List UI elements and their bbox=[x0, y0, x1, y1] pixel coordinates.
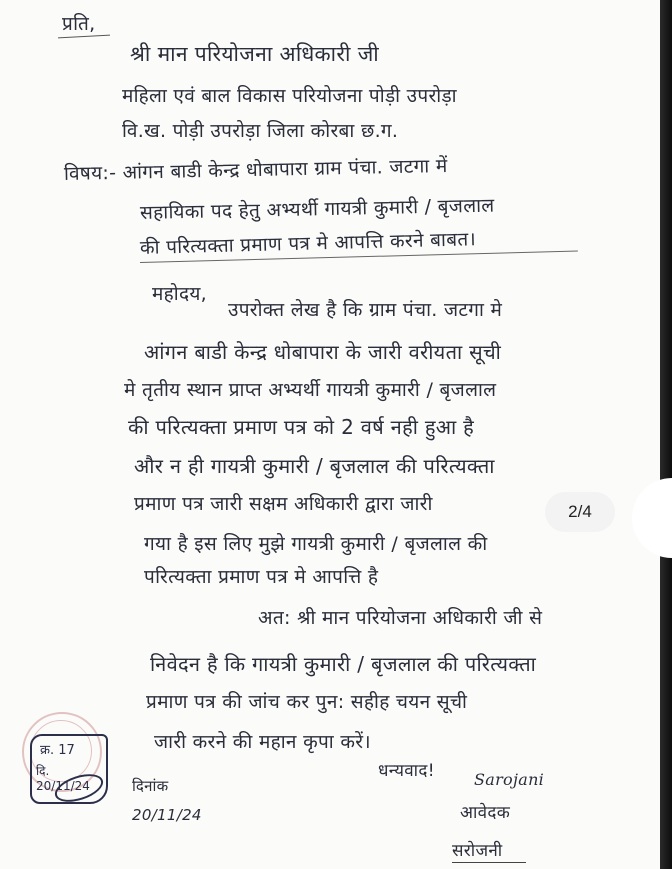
salutation: महोदय, bbox=[152, 283, 208, 305]
body-line-5: और न ही गायत्री कुमारी / बृजलाल की परित्यक्ता bbox=[134, 454, 495, 478]
body-line-1: उपरोक्त लेख है कि ग्राम पंचा. जटगा मे bbox=[228, 299, 503, 321]
receipt-date: दि. 20/11/24 bbox=[36, 764, 90, 793]
page-indicator: 2/4 bbox=[545, 492, 615, 532]
applicant-name: सरोजनी bbox=[452, 841, 503, 861]
signature: Sarojani bbox=[474, 770, 545, 789]
receipt-stamp bbox=[30, 734, 108, 804]
body-line-2: आंगन बाडी केन्द्र धोबापारा के जारी वरीयता सूची bbox=[144, 340, 502, 364]
prati-label: प्रति, bbox=[62, 13, 96, 35]
thanks: धन्यवाद! bbox=[378, 761, 435, 781]
body-line-7: गया है इस लिए मुझे गायत्री कुमारी / बृजलाल की bbox=[144, 533, 488, 555]
subject-line-3: की परित्यक्ता प्रमाण पत्र मे आपत्ति करने बाबत। bbox=[139, 228, 477, 259]
date-value: 20/11/24 bbox=[132, 806, 202, 824]
request-line-1: अत: श्री मान परियोजना अधिकारी जी से bbox=[258, 607, 543, 629]
body-line-8: परित्यक्ता प्रमाण पत्र मे आपत्ति है bbox=[144, 566, 379, 588]
request-line-4: जारी करने की महान कृपा करें। bbox=[154, 731, 371, 753]
dark-border bbox=[660, 0, 672, 869]
addressee-line-1: श्री मान परियोजना अधिकारी जी bbox=[130, 42, 380, 66]
addressee-line-3: वि.ख. पोड़ी उपरोड़ा जिला कोरबा छ.ग. bbox=[122, 120, 399, 142]
body-line-3: मे तृतीय स्थान प्राप्त अभ्यर्थी गायत्री कुमारी / बृजलाल bbox=[124, 379, 497, 401]
date-label: दिनांक bbox=[132, 777, 169, 795]
addressee-line-2: महिला एवं बाल विकास परियोजना पोड़ी उपरोड़ा bbox=[122, 85, 457, 107]
applicant-label: आवेदक bbox=[460, 803, 511, 823]
subject-line-1: विषय:- आंगन बाडी केन्द्र धोबापारा ग्राम पंचा. जटगा में bbox=[63, 154, 448, 185]
request-line-2: निवेदन है कि गायत्री कुमारी / बृजलाल की परित्यक्ता bbox=[150, 652, 537, 676]
body-line-6: प्रमाण पत्र जारी सक्षम अधिकारी द्वारा जारी bbox=[134, 493, 433, 515]
applicant-underline bbox=[452, 862, 526, 863]
receipt-number: क्र. 17 bbox=[40, 743, 75, 758]
body-line-4: की परित्यक्ता प्रमाण पत्र को 2 वर्ष नही हुआ है bbox=[128, 415, 475, 439]
request-line-3: प्रमाण पत्र की जांच कर पुन: सहीह चयन सूची bbox=[146, 691, 468, 713]
subject-line-2: सहायिका पद हेतु अभ्यर्थी गायत्री कुमारी / बृजलाल bbox=[139, 194, 495, 224]
